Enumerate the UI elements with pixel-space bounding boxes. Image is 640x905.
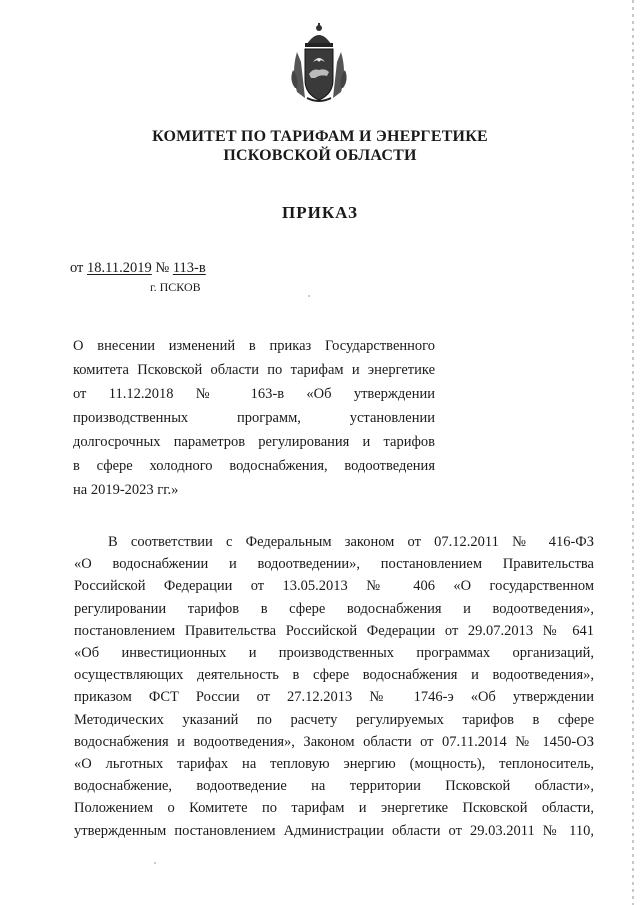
body-line: Положением о Комитете по тарифам и энергетике Псковской области, (74, 800, 594, 817)
issuing-organization (0, 127, 640, 165)
city-name: г. ПСКОВ (150, 280, 201, 294)
body-line: регулировании тарифов в сфере водоснабжения и водоотведения», (74, 600, 594, 617)
body-line: приказом ФСТ России от 27.12.2013 № 1746-э «Об утверждении (74, 689, 594, 706)
subject-line: О внесении изменений в приказ Государственного (73, 338, 435, 354)
org-name-line-2: ПСКОВСКОЙ ОБЛАСТИ (223, 147, 417, 164)
org-name-line-1: КОМИТЕТ ПО ТАРИФАМ И ЭНЕРГЕТИКЕ (152, 128, 488, 145)
order-date: 18.11.2019 (87, 260, 152, 276)
body-line: водоснабжение, водоотведение на территории Псковской области», (74, 778, 594, 795)
pskov-coat-of-arms-icon (287, 22, 351, 104)
scan-speck (308, 295, 310, 297)
body-line: постановлением Правительства Российской Федерации от 29.07.2013 № 641 (74, 622, 594, 639)
document-type-title: ПРИКАЗ (282, 203, 358, 222)
body-line: осуществляющих деятельность в сфере водоснабжения и водоотведения», (74, 667, 594, 684)
body-line: утвержденным постановлением Администрации области от 29.03.2011 № 110, (74, 822, 594, 839)
order-number: 113-в (172, 260, 206, 276)
body-line: Методических указаний по расчету регулируемых тарифов в сфере (74, 711, 594, 728)
subject-line: от 11.12.2018 № 163-в «Об утверждении (73, 386, 435, 402)
subject-line: на 2019-2023 гг.» (73, 482, 179, 498)
subject-line: комитета Псковской области по тарифам и энергетике (73, 362, 435, 378)
body-line: «О льготных тарифах на тепловую энергию (мощность), теплоноситель, (74, 756, 594, 773)
order-body-paragraph (74, 531, 594, 842)
body-line: В соответствии с Федеральным законом от 07.12.2011 № 416-ФЗ (108, 534, 594, 550)
date-prefix: от (70, 260, 84, 276)
order-date-number (70, 260, 206, 277)
body-line: «Об инвестиционных и производственных программах организаций, (74, 645, 594, 662)
order-subject (73, 334, 435, 502)
number-sign: № (155, 260, 170, 276)
subject-line: долгосрочных параметров регулирования и тарифов (73, 434, 435, 450)
body-line: водоснабжения и водоотведения», Законом области от 07.11.2014 № 1450-ОЗ (74, 733, 594, 750)
subject-line: в сфере холодного водоснабжения, водоотведения (73, 458, 435, 474)
body-line: Российской Федерации от 13.05.2013 № 406 «О государственном (74, 578, 594, 595)
subject-line: производственных программ, установлении (73, 410, 435, 426)
scan-speck (154, 862, 156, 864)
body-line: «О водоснабжении и водоотведении», постановлением Правительства (74, 556, 594, 573)
